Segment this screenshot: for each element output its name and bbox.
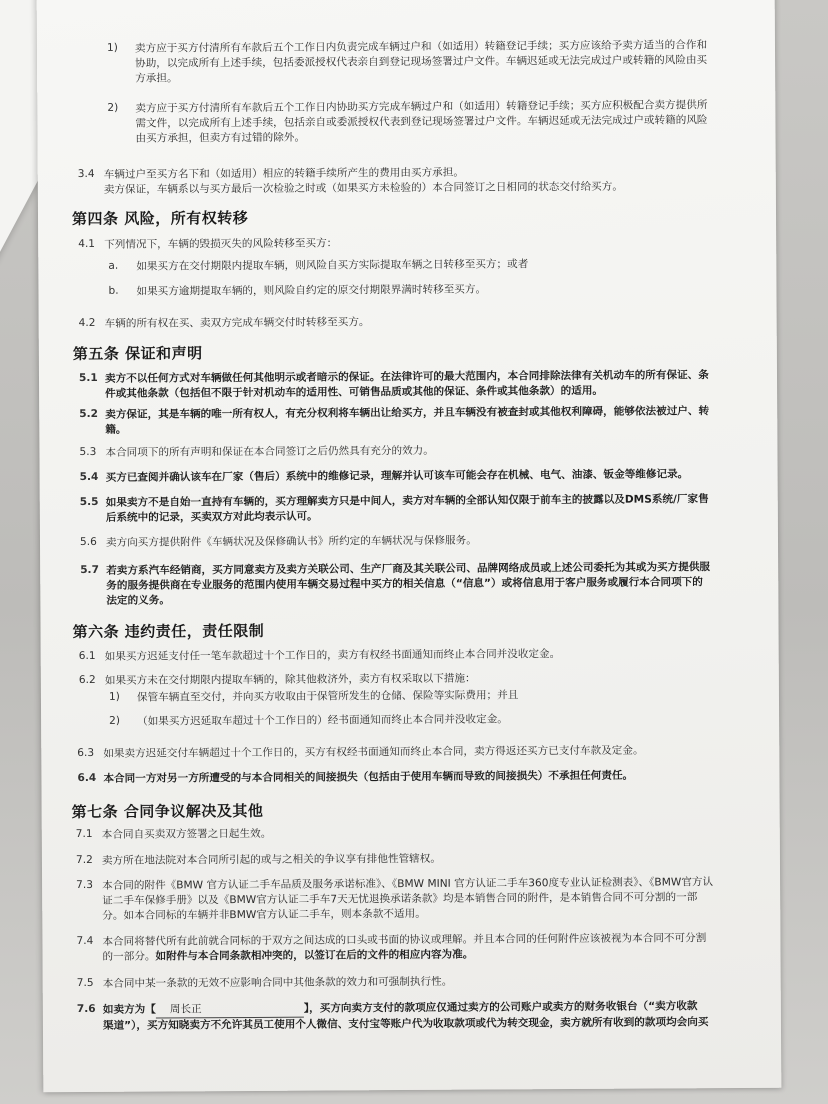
- sub-item-number: 1): [108, 690, 120, 703]
- section-5-heading: 第五条 保证和声明: [72, 344, 203, 364]
- clause-number: 7.4: [76, 934, 94, 948]
- clause-5-1-text: 卖方不以任何方式对车辆做任何其他明示或者暗示的保证。在法律许可的最大范围内，本合同排除法律有关机动车的所有保证、条 件或其他条款（包括但不限于针对机动车的适用性、可销售品质或其他的保证、条件或其他条款）的适用。: [104, 369, 709, 400]
- clause-number: 5.1: [78, 371, 98, 385]
- clause-number: 6.1: [78, 649, 96, 663]
- clause-7-5-text: 本合同中某一条款的无效不应影响合同中其他条款的效力和可强制执行性。: [102, 975, 453, 990]
- section-7-heading: 第七条 合同争议解决及其他: [71, 801, 264, 822]
- sub-item-letter: a.: [108, 259, 119, 272]
- clause-number: 5.6: [79, 535, 97, 549]
- clause-5-7-text: 若卖方系汽车经销商，买方同意卖方及卖方关联公司、生产厂商及其关联公司、品牌网络成员或上述公司委托为其或为买方提供服 务的服务提供商在专业服务的范围内使用车辆交易过程中买方的相关信息（“信息”）或将信息用于客户服务或履行本合同项下的 法定的义务。: [106, 561, 711, 607]
- item-2-text: 卖方应于买方付清所有车款后五个工作日内协助买方完成车辆过户和（如适用）转籍登记手续；买方应积极配合卖方提供所 需文件，以完成所有上述手续，包括亲自或委派授权代表到登记现场签署过户文件。车辆迟延或无法完成过户或转籍的风险 由买方承担，但卖方有过错的除外。: [135, 99, 708, 145]
- section-6-heading: 第六条 违约责任，责任限制: [72, 621, 265, 642]
- clause-6-1-text: 如果买方迟延支付任一笔车款超过十个工作日的，卖方有权经书面通知而终止本合同并没收定金。: [104, 648, 561, 663]
- clause-6-2-2-text: （如果买方迟延取车超过十个工作日的）经书面通知而终止本合同并没收定金。: [137, 713, 508, 728]
- clause-4-1-text: 下列情况下，车辆的毁损灭失的风险转移至买方：: [104, 237, 338, 251]
- clause-number: 5.7: [80, 563, 99, 577]
- clause-5-2-text: 卖方保证，其是车辆的唯一所有权人，有充分权利将车辆出让给买方，并且车辆没有被查封或其他权利障碍，能够依法被过户、转 籍。: [105, 405, 710, 436]
- clause-5-4-text: 买方已查阅并确认该车在厂家（售后）系统中的维修记录，理解并认可该车可能会存在机械、电气、油漆、钣金等维修记录。: [105, 468, 689, 484]
- clause-7-6-text: 如卖方为【 周长正 】，买方向卖方支付的款项应仅通过卖方的公司账户或卖方的财务收银台（“卖方收款 渠道”），买方知晓卖方不允许其员工使用个人微信、支付宝等账户代为收取款项或代为转交现金，卖方就所有收到的款项均会向买: [102, 1000, 709, 1032]
- clause-3-4-text: 车辆过户至买方名下和（如适用）相应的转籍手续所产生的费用由买方承担。 卖方保证，车辆系以与买方最后一次检验之时或（如果买方未检验的）本合同签订之日相同的状态交付给买方。: [103, 166, 623, 196]
- sub-item-number: 2): [109, 714, 121, 727]
- clause-4-1-a-text: 如果买方在交付期限内提取车辆，则风险自买方实际提取车辆之日转移至买方；或者: [136, 258, 529, 273]
- clause-number: 5.3: [79, 445, 97, 459]
- clause-number: 5.2: [79, 407, 99, 421]
- sub-item-letter: b.: [108, 284, 119, 297]
- clause-number: 4.1: [78, 237, 96, 251]
- clause-5-3-text: 本合同项下的所有声明和保证在本合同签订之后仍然具有充分的效力。: [105, 444, 434, 459]
- clause-number: 4.2: [78, 316, 96, 330]
- clause-6-2-text: 如果买方未在交付期限内提取车辆的，除其他救济外，卖方有权采取以下措施：: [104, 672, 476, 687]
- section-4-heading: 第四条 风险，所有权转移: [71, 208, 249, 229]
- clause-number: 7.3: [76, 878, 93, 892]
- seller-name-field: 周长正: [156, 1002, 304, 1019]
- clause-7-3-text: 本合同的附件《BMW 官方认证二手车品质及服务承诺标准》、《BMW MINI 官方认证二手车360度专业认证检测表》、《BMW官方认 证二手车保修手册》以及《BMW官方认证二手车7天无忧退换承诺条款》均是本销售合同的附件，是本销售合同不可分割的一部 分。如本合同标的车辆并非BMW官方认证二手车，则本条款不适用。: [102, 876, 714, 922]
- clause-number: 7.5: [76, 976, 94, 990]
- clause-7-4-text: 本合同将替代所有此前就合同标的于双方之间达成的口头或书面的协议或理解。并且本合同的任何附件应该被视为本合同不可分割 的一部分。如附件与本合同条款相冲突的，以签订在后的文件的相应内容为准。: [102, 932, 707, 963]
- clause-7-2-text: 卖方所在地法院对本合同所引起的或与之相关的争议享有排他性管辖权。: [101, 852, 441, 867]
- clause-number: 7.1: [75, 827, 93, 841]
- clause-number: 5.5: [79, 495, 99, 509]
- clause-number: 7.2: [75, 853, 93, 867]
- clause-number: 3.4: [77, 167, 95, 181]
- contract-page: [37, 0, 782, 1092]
- clause-number: 6.2: [78, 673, 96, 687]
- clause-6-3-text: 如果卖方迟延交付车辆超过十个工作日的，买方有权经书面通知而终止本合同，卖方得返还买方已支付车款及定金。: [103, 744, 644, 760]
- clause-4-1-b-text: 如果买方逾期提取车辆的，则风险自约定的原交付期限界满时转移至买方。: [136, 283, 487, 298]
- clause-number: 6.3: [77, 746, 95, 760]
- clause-6-4-text: 本合同一方对另一方所遭受的与本合同相关的间接损失（包括由于使用车辆而导致的间接损失）不承担任何责任。: [103, 769, 634, 785]
- item-1-text: 卖方应于买方付清所有车款后五个工作日内负责完成车辆过户和（如适用）转籍登记手续；买方应该给予卖方适当的合作和 协助，以完成所有上述手续，包括委派授权代表亲自到登记现场签署过户文件。车辆迟延或无法完成过户或转籍的风险由买 方承担。: [134, 39, 708, 85]
- clause-6-2-1-text: 保管车辆直至交付，并向买方收取由于保管所发生的仓储、保险等实际费用；并且: [136, 689, 519, 704]
- clause-number: 6.4: [77, 771, 97, 785]
- item-number: 1): [106, 41, 118, 54]
- clause-number: 5.4: [79, 470, 99, 484]
- clause-5-6-text: 卖方向买方提供附件《车辆状况及保修确认书》所约定的车辆状况与保修服务。: [105, 534, 477, 549]
- item-number: 2): [107, 101, 119, 114]
- clause-5-5-text: 如果卖方不是自始一直持有车辆的，买方理解卖方只是中间人，卖方对车辆的全部认知仅限于前车主的披露以及DMS系统/厂家售 后系统中的记录，买卖双方对此均表示认可。: [105, 493, 709, 524]
- clause-4-2-text: 车辆的所有权在买、卖双方完成车辆交付时转移至买方。: [104, 316, 370, 330]
- clause-number: 7.6: [76, 1002, 96, 1016]
- clause-7-1-text: 本合同自买卖双方签署之日起生效。: [101, 827, 272, 841]
